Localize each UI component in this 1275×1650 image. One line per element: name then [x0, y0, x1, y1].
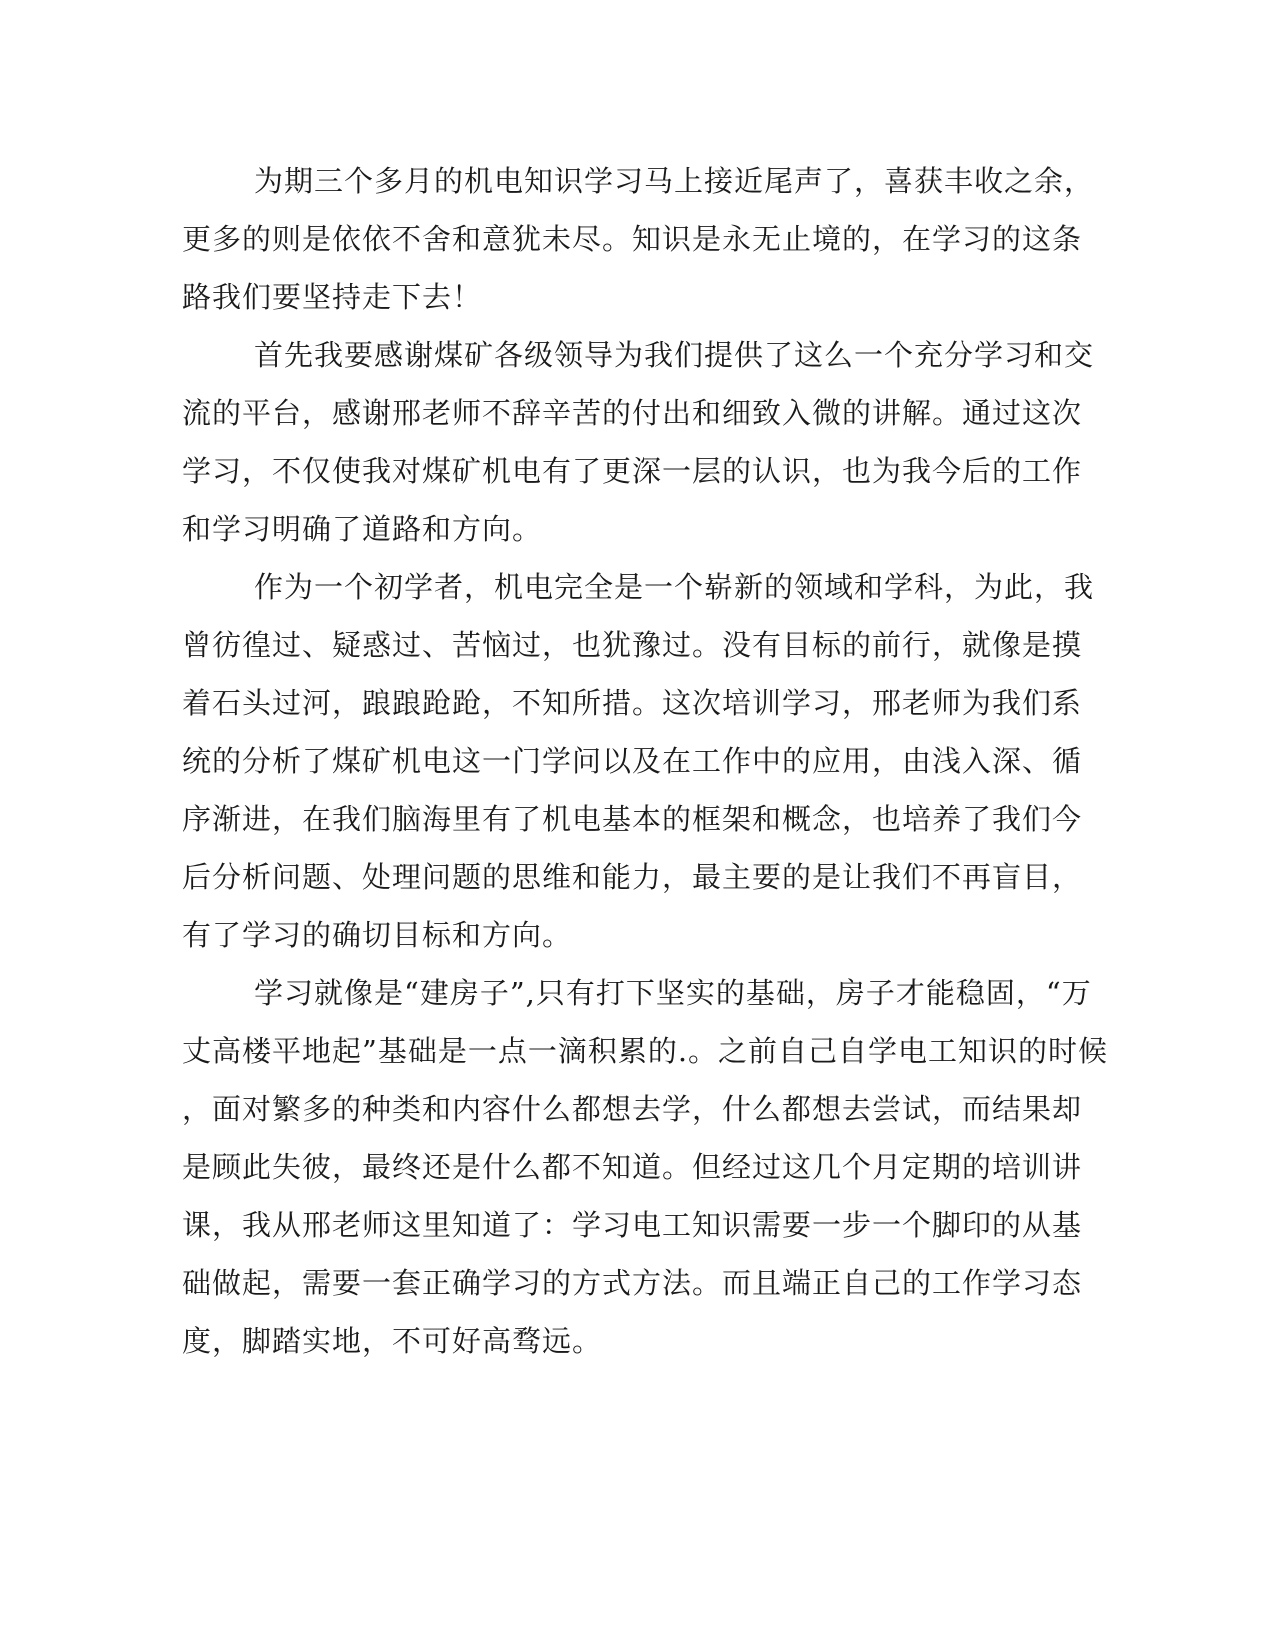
text-line: 础做起，需要一套正确学习的方式方法。而且端正自己的工作学习态: [182, 1266, 1083, 1300]
paragraph-1: [182, 152, 1095, 326]
text-line: 更多的则是依依不舍和意犹未尽。知识是永无止境的，在学习的这条: [182, 222, 1083, 256]
paragraph-3: [182, 558, 1095, 964]
text-line: ，面对繁多的种类和内容什么都想去学，什么都想去尝试，而结果却: [182, 1092, 1083, 1126]
text-line: 学习就像是“建房子”,只有打下坚实的基础，房子才能稳固，“万: [254, 976, 1092, 1010]
text-line: 流的平台，感谢邢老师不辞辛苦的付出和细致入微的讲解。通过这次: [182, 396, 1083, 430]
text-line: 路我们要坚持走下去！: [182, 280, 483, 314]
text-line: 是顾此失彼，最终还是什么都不知道。但经过这几个月定期的培训讲: [182, 1150, 1083, 1184]
text-line: 度，脚踏实地，不可好高骛远。: [182, 1324, 603, 1358]
text-line: 首先我要感谢煤矿各级领导为我们提供了这么一个充分学习和交: [254, 338, 1095, 372]
text-line: 和学习明确了道路和方向。: [182, 512, 543, 546]
text-line: 课，我从邢老师这里知道了：学习电工知识需要一步一个脚印的从基: [182, 1208, 1083, 1242]
text-line: 有了学习的确切目标和方向。: [182, 918, 573, 952]
text-line: 为期三个多月的机电知识学习马上接近尾声了，喜获丰收之余，: [254, 164, 1095, 198]
paragraph-2: [182, 326, 1095, 558]
text-line: 统的分析了煤矿机电这一门学问以及在工作中的应用，由浅入深、循: [182, 744, 1083, 778]
document-body: [182, 152, 1109, 1370]
text-line: 后分析问题、处理问题的思维和能力，最主要的是让我们不再盲目，: [182, 860, 1083, 894]
text-line: 丈高楼平地起”基础是一点一滴积累的.。之前自己自学电工知识的时候: [182, 1034, 1109, 1068]
paragraph-4: [182, 964, 1109, 1370]
text-line: 序渐进，在我们脑海里有了机电基本的框架和概念，也培养了我们今: [182, 802, 1083, 836]
text-line: 学习，不仅使我对煤矿机电有了更深一层的认识，也为我今后的工作: [182, 454, 1083, 488]
text-line: 曾彷徨过、疑惑过、苦恼过，也犹豫过。没有目标的前行，就像是摸: [182, 628, 1083, 662]
text-line: 作为一个初学者，机电完全是一个崭新的领域和学科，为此，我: [254, 570, 1095, 604]
text-line: 着石头过河，踉踉跄跄，不知所措。这次培训学习，邢老师为我们系: [182, 686, 1083, 720]
